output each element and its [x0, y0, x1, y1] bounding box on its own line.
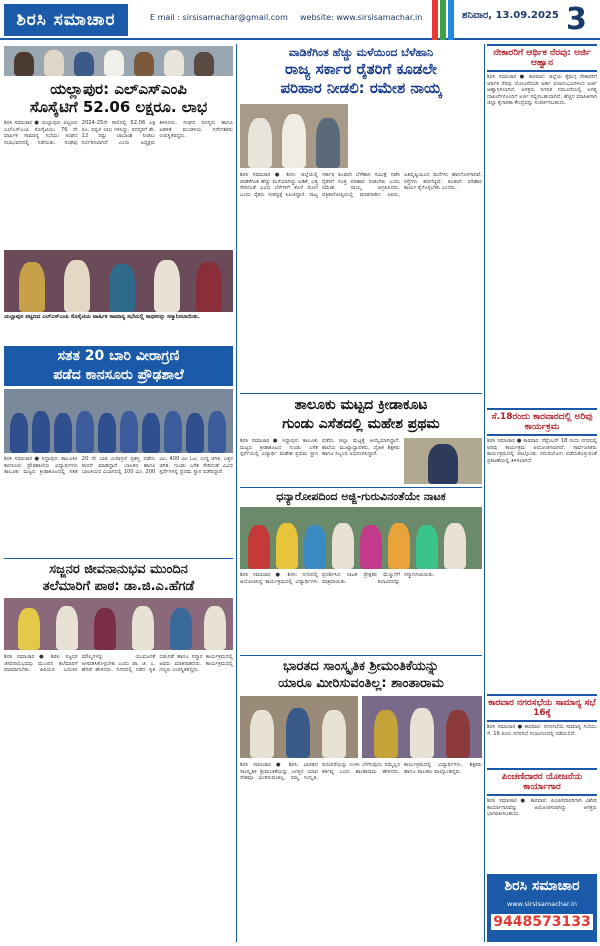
right-section-1-title: ನೇಕಾರರಿಗೆ ಆರ್ಥಿಕ ನೆರವು: ಅರ್ಜಿ ಆಹ್ವಾನ: [487, 44, 597, 72]
article-6-headline: ಧನ್ಯಾರೋಪದಿಂದ ಅಜ್ಜಿ-ಗುರುವಿನಂತೆಯೇ ನಾಟಕ: [276, 490, 446, 503]
article-3-body: ಶಿರಸಿ ಸಮಾಚಾರ ● ಶಿರಸಿ: ಸಜ್ಜನರ ಜೀವನಾನುಭವವು ಮುಂದಿನ ತಲೆಮಾರಿಗೆ ಪಾಠವಾಗಬೇಕು. ಹಿರಿಯರ ಬದುಕಿನ ಮೌಲ್ಯಗಳನ್ನು ಯುವಜನತೆ ಅಳವಡಿಸಿಕೊಳ್ಳಬೇಕು ಎಂದು ಡಾ. ಜಿ. ಎ. ಹೆಗಡೆ ಹೇಳಿದರು. ನಗರದಲ್ಲಿ ನಡೆದ ಕೃತಿ ಬಿಡುಗಡೆ ಹಾಗೂ ಸನ್ಮಾನ ಕಾರ್ಯಕ್ರಮದಲ್ಲಿ ಅವರು ಮಾತನಾಡಿದರು. ಕಾರ್ಯಕ್ರಮದಲ್ಲಿ ಗಣ್ಯರು ಉಪಸ್ಥಿತರಿದ್ದರು.: [4, 654, 233, 674]
article-2-photo: [4, 389, 233, 453]
right-section-4-body: ಶಿರಸಿ ಸಮಾಚಾರ ● ಕಾರವಾರ: ಪಿಂಚಣಿದಾರರಿಗಾಗಿ ವಿಶೇಷ ಕಾರ್ಯಾಗಾರವನ್ನು ಆಯೋಜಿಸಲಾಗಿದ್ದು ಆಸಕ್ತರು ಭಾಗವಹಿಸಬಹುದು.: [487, 798, 597, 818]
article-1-caption: ಯಲ್ಲಾಪುರ ಪಟ್ಟಣದ ಎಲ್‌ಎಸ್‌ಎಂಪಿ ಸೊಸೈಟಿಯ ವಾರ್ಷಿಕ ಸಾಮಾನ್ಯ ಸಭೆಯಲ್ಲಿ ಸಾಧಕರನ್ನು ಸನ್ಮಾನಿಸಲಾಯಿತು.: [4, 314, 200, 320]
column-divider: [484, 44, 485, 942]
color-stripe: [440, 0, 446, 40]
article-4-headline: ವಾಡಿಕೆಗಿಂತ ಹೆಚ್ಚು ಮಳೆಯಿಂದ ಬೆಳೆಹಾನಿ ರಾಜ್ಯ ಸರ್ಕಾರ ರೈತರಿಗೆ ಕೂಡಲೇ ಪರಿಹಾರ ನೀಡಲಿ: ರಮೇಶ ನಾಯ್ಕ: [280, 46, 442, 97]
advertisement-box: [487, 874, 597, 942]
article-1-photo: [4, 250, 233, 312]
article-4-photo: [240, 104, 348, 168]
right-section-3-body: ಶಿರಸಿ ಸಮಾಚಾರ ● ಕಾರವಾರ: ನಗರಸಭೆಯ ಸಾಮಾನ್ಯ ಸಭೆಯು ಸೆ. 16 ರಂದು ನಗರಸಭೆ ಸಭಾಂಗಣದಲ್ಲಿ ನಡೆಯಲಿದೆ.: [487, 724, 597, 737]
article-6-photo: [240, 507, 482, 569]
right-section-2-body: ಶಿರಸಿ ಸಮಾಚಾರ ● ಕಾರವಾರ: ಸೆಪ್ಟೆಂಬರ್ 18 ರಂದು ನಗರದಲ್ಲಿ ಅರಿವು ಕಾರ್ಯಕ್ರಮ ಆಯೋಜಿಸಲಾಗಿದೆ. ಸಾರ್ವಜನಿಕರು ಕಾರ್ಯಕ್ರಮದಲ್ಲಿ ಪಾಲ್ಗೊಂಡು ಸದುಪಯೋಗ ಪಡೆದುಕೊಳ್ಳುವಂತೆ ಪ್ರಕಟಣೆಯಲ್ಲಿ ತಿಳಿಸಲಾಗಿದೆ.: [487, 438, 597, 464]
article-6-body: ಶಿರಸಿ ಸಮಾಚಾರ ● ಶಿರಸಿ: ನಗರದಲ್ಲಿ ಆಯೋಜಿಸಿದ್ದ ಕಾರ್ಯಕ್ರಮದಲ್ಲಿ ವಿದ್ಯಾರ್ಥಿಗಳು ಪ್ರದರ್ಶಿಸಿದ ನಾಟಕ ಪ್ರೇಕ್ಷಕರ ಮೆಚ್ಚುಗೆಗೆ ಪಾತ್ರವಾಯಿತು. ಕಲಾವಿದರನ್ನು ಸನ್ಮಾನಿಸಲಾಯಿತು.: [240, 572, 435, 585]
ad-website: www.sirsisamachar.in: [507, 900, 577, 908]
article-7-headline: ಭಾರತದ ಸಾಂಸ್ಕೃತಿಕ ಶ್ರೀಮಂತಿಕೆಯನ್ನು ಯಾರೂ ಮೀರಿಸುವಂತಿಲ್ಲ: ಶಾಂತಾರಾಮ: [278, 659, 444, 691]
article-3-headline: ಸಜ್ಜನರ ಜೀವನಾನುಭವ ಮುಂದಿನ ತಲೆಮಾರಿಗೆ ಪಾಠ: ಡಾ.ಜಿ.ಎ.ಹೆಗಡೆ: [42, 562, 195, 594]
ad-phone-number: 9448573133: [491, 914, 593, 930]
color-stripe: [432, 0, 438, 40]
issue-date: ಶನಿವಾರ, 13.09.2025: [462, 10, 559, 21]
article-7-photo: [362, 696, 482, 758]
right-section-3-title: ಕಾರವಾರ ನಗರಸಭೆಯ ಸಾಮಾನ್ಯ ಸಭೆ 16ಕ್ಕೆ: [487, 694, 597, 722]
article-5-headline: ತಾಲೂಕು ಮಟ್ಟದ ಕ್ರೀಡಾಕೂಟ ಗುಂಡು ಎಸೆತದಲ್ಲಿ ಮಹೇಶ ಪ್ರಥಮ: [282, 397, 440, 432]
article-photo: [4, 46, 233, 76]
article-7-body: ಶಿರಸಿ ಸಮಾಚಾರ ● ಶಿರಸಿ: ಭಾರತದ ಸಾಂಸ್ಕೃತಿಕ ಶ್ರೀಮಂತಿಕೆಯನ್ನು ಜಗತ್ತಿನ ಯಾವ ದೇಶವೂ ಮೀರಿಸುವಂತಿಲ್ಲ. ನಮ್ಮ ಸಂಸ್ಕೃತಿ, ಪರಂಪರೆಯನ್ನು ಉಳಿಸಿ ಬೆಳೆಸುವುದು ನಮ್ಮೆಲ್ಲರ ಕರ್ತವ್ಯ ಎಂದು ಶಾಂತಾರಾಮ ಹೇಳಿದರು. ಕಾರ್ಯಕ್ರಮದಲ್ಲಿ ವಿದ್ಯಾರ್ಥಿಗಳು, ಶಿಕ್ಷಕರು ಹಾಗೂ ಪಾಲಕರು ಪಾಲ್ಗೊಂಡಿದ್ದರು.: [240, 762, 482, 782]
article-3-photo: [4, 598, 233, 650]
article-2-body: ಶಿರಸಿ ಸಮಾಚಾರ ● ಸಿದ್ದಾಪುರ: ತಾಲೂಕಿನ ಕಾನಸೂರು ಪ್ರೌಢಶಾಲೆಯ ವಿದ್ಯಾರ್ಥಿಗಳು ತಾಲೂಕು ಮಟ್ಟದ ಕ್ರೀಡಾಕೂಟದಲ್ಲಿ ಸತತ 20 ನೇ ಬಾರಿ ವೀರಾಗ್ರಣಿ ಪ್ರಶಸ್ತಿ ಪಡೆದು ಸಾಧನೆ ಮಾಡಿದ್ದಾರೆ. ಬಾಲಕರ ಹಾಗೂ ಬಾಲಕಿಯರ ವಿಭಾಗದಲ್ಲಿ 100 ಮೀ, 200 ಮೀ, 400 ಮೀ ಓಟ, ಉದ್ದ ಜಿಗಿತ, ಎತ್ತರ ಜಿಗಿತ, ಗುಂಡು ಎಸೆತ ಸೇರಿದಂತೆ ವಿವಿಧ ಸ್ಪರ್ಧೆಗಳಲ್ಲಿ ಪ್ರಥಮ ಸ್ಥಾನ ಪಡೆದಿದ್ದಾರೆ.: [4, 456, 233, 476]
masthead: [0, 0, 600, 40]
color-stripe: [448, 0, 454, 40]
article-5-photo: [404, 438, 482, 484]
column-divider: [236, 44, 237, 942]
right-section-4-title: ಪಿಂಚಣಿದಾರರ ಯೋಜನೆಯ ಕಾರ್ಯಾಗಾರ: [487, 768, 597, 796]
section-rule: [240, 393, 482, 394]
newspaper-logo: ಶಿರಸಿ ಸಮಾಚಾರ: [4, 4, 128, 36]
ad-logo: ಶಿರಸಿ ಸಮಾಚಾರ: [504, 878, 580, 894]
article-4-body: ಶಿರಸಿ ಸಮಾಚಾರ ● ಶಿರಸಿ: ಜಿಲ್ಲೆಯಲ್ಲಿ ವಾಡಿಕೆಗಿಂತ ಹೆಚ್ಚು ಮಳೆಯಾಗಿದ್ದು ಅಡಿಕೆ, ಭತ್ತ ಸೇರಿದಂತೆ ವಿವಿಧ ಬೆಳೆಗಳಿಗೆ ಕೊಳೆ ರೋಗ ಬಂದು ರೈತರು ಸಂಕಷ್ಟಕ್ಕೆ ಸಿಲುಕಿದ್ದಾರೆ. ರಾಜ್ಯ ಸರ್ಕಾರ ಕೂಡಲೇ ಬೆಳೆಹಾನಿ ಸಮೀಕ್ಷೆ ನಡೆಸಿ ರೈತರಿಗೆ ಸೂಕ್ತ ಪರಿಹಾರ ನೀಡಬೇಕು ಎಂದು ರಮೇಶ ನಾಯ್ಕ ಆಗ್ರಹಿಸಿದರು. ಪತ್ರಿಕಾಗೋಷ್ಠಿಯಲ್ಲಿ ಮಾತನಾಡಿದ ಅವರು, ಅತಿವೃಷ್ಟಿಯಿಂದ ಮನೆಗಳು ಹಾನಿಗೊಳಗಾಗಿವೆ, ರಸ್ತೆಗಳು ಹದಗೆಟ್ಟಿವೆ. ಕೂಡಲೇ ಪರಿಹಾರ ಕಾರ್ಯ ಕೈಗೊಳ್ಳಬೇಕು ಎಂದರು.: [240, 172, 482, 198]
article-2-headline: ಸತತ 20 ಬಾರಿ ವೀರಾಗ್ರಣಿ ಪಡೆದ ಕಾನಸೂರು ಪ್ರೌಢಶಾಲೆ: [4, 346, 233, 386]
email-address: E mail : sirsisamachar@gmail.com: [150, 13, 288, 22]
article-1-body: ಶಿರಸಿ ಸಮಾಚಾರ ● ಯಲ್ಲಾಪುರ: ಪಟ್ಟಣದ ಎಲ್‌ಎಸ್‌ಎಂಪಿ ಸೊಸೈಟಿಯು 76 ನೇ ವಾರ್ಷಿಕ ಸಾಮಾನ್ಯ ಸಭೆಯು ಸಂಘದ ಸಭಾಭವನದಲ್ಲಿ ನಡೆಯಿತು. ಸಂಘವು 2024-25ನೇ ಸಾಲಿನಲ್ಲಿ 52.06 ಲಕ್ಷ ರೂ. ನಿವ್ವಳ ಲಾಭ ಗಳಿಸಿದ್ದು, ಸದಸ್ಯರಿಗೆ ಶೇ. 12 ರಷ್ಟು ಲಾಭಾಂಶ ನೀಡಲು ನಿರ್ಧರಿಸಲಾಗಿದೆ ಎಂದು ಅಧ್ಯಕ್ಷರು ತಿಳಿಸಿದರು. ಸಂಘದ ಸದಸ್ಯರು ಹಾಗೂ ಆಡಳಿತ ಮಂಡಳಿಯ ನಿರ್ದೇಶಕರು ಉಪಸ್ಥಿತರಿದ್ದರು.: [4, 120, 233, 146]
right-section-2-title: ಸೆ.18ರಂದು ಕಾರವಾರದಲ್ಲಿ ಅರಿವು ಕಾರ್ಯಕ್ರಮ: [487, 408, 597, 436]
page-number: 3: [566, 2, 587, 37]
right-section-1-body: ಶಿರಸಿ ಸಮಾಚಾರ ● ಕಾರವಾರ: ಜಿಲ್ಲೆಯ ಕೈಮಗ್ಗ ನೇಕಾರರಿಗೆ ಆರ್ಥಿಕ ನೆರವು ಯೋಜನೆಯಡಿ ಅರ್ಹ ಫಲಾನುಭವಿಗಳಿಂದ ಅರ್ಜಿ ಆಹ್ವಾನಿಸಲಾಗಿದೆ. ಆಸಕ್ತರು ನಿಗದಿತ ನಮೂನೆಯಲ್ಲಿ ಅಗತ್ಯ ದಾಖಲೆಗಳೊಂದಿಗೆ ಅರ್ಜಿ ಸಲ್ಲಿಸಬಹುದಾಗಿದೆ. ಹೆಚ್ಚಿನ ಮಾಹಿತಿಗಾಗಿ ಜಿಲ್ಲಾ ಕೈಗಾರಿಕಾ ಕೇಂದ್ರವನ್ನು ಸಂಪರ್ಕಿಸಬಹುದು.: [487, 74, 597, 107]
website-address: website: www.sirsisamachar.in: [300, 13, 423, 22]
article-7-photo: [240, 696, 358, 758]
section-rule: [240, 487, 482, 488]
right-column: [487, 44, 597, 942]
section-rule: [240, 655, 482, 656]
article-5-body: ಶಿರಸಿ ಸಮಾಚಾರ ● ಸಿದ್ದಾಪುರ: ತಾಲೂಕು ಮಟ್ಟದ ಕ್ರೀಡಾಕೂಟದ ಗುಂಡು ಎಸೆತ ಸ್ಪರ್ಧೆಯಲ್ಲಿ ವಿದ್ಯಾರ್ಥಿ ಮಹೇಶ ಪ್ರಥಮ ಸ್ಥಾನ ಪಡೆದು ಜಿಲ್ಲಾ ಮಟ್ಟಕ್ಕೆ ಆಯ್ಕೆಯಾಗಿದ್ದಾನೆ. ಶಾಲೆಯ ಮುಖ್ಯಾಧ್ಯಾಪಕರು, ದೈಹಿಕ ಶಿಕ್ಷಕರು ಹಾಗೂ ಸಿಬ್ಬಂದಿ ಅಭಿನಂದಿಸಿದ್ದಾರೆ.: [240, 438, 400, 458]
article-1-headline: ಯಲ್ಲಾಪುರ: ಎಲ್‌ಎಸ್‌ಎಂಪಿ ಸೊಸೈಟಿಗೆ 52.06 ಲಕ್ಷರೂ. ಲಾಭ: [29, 80, 208, 116]
section-rule: [4, 558, 233, 559]
